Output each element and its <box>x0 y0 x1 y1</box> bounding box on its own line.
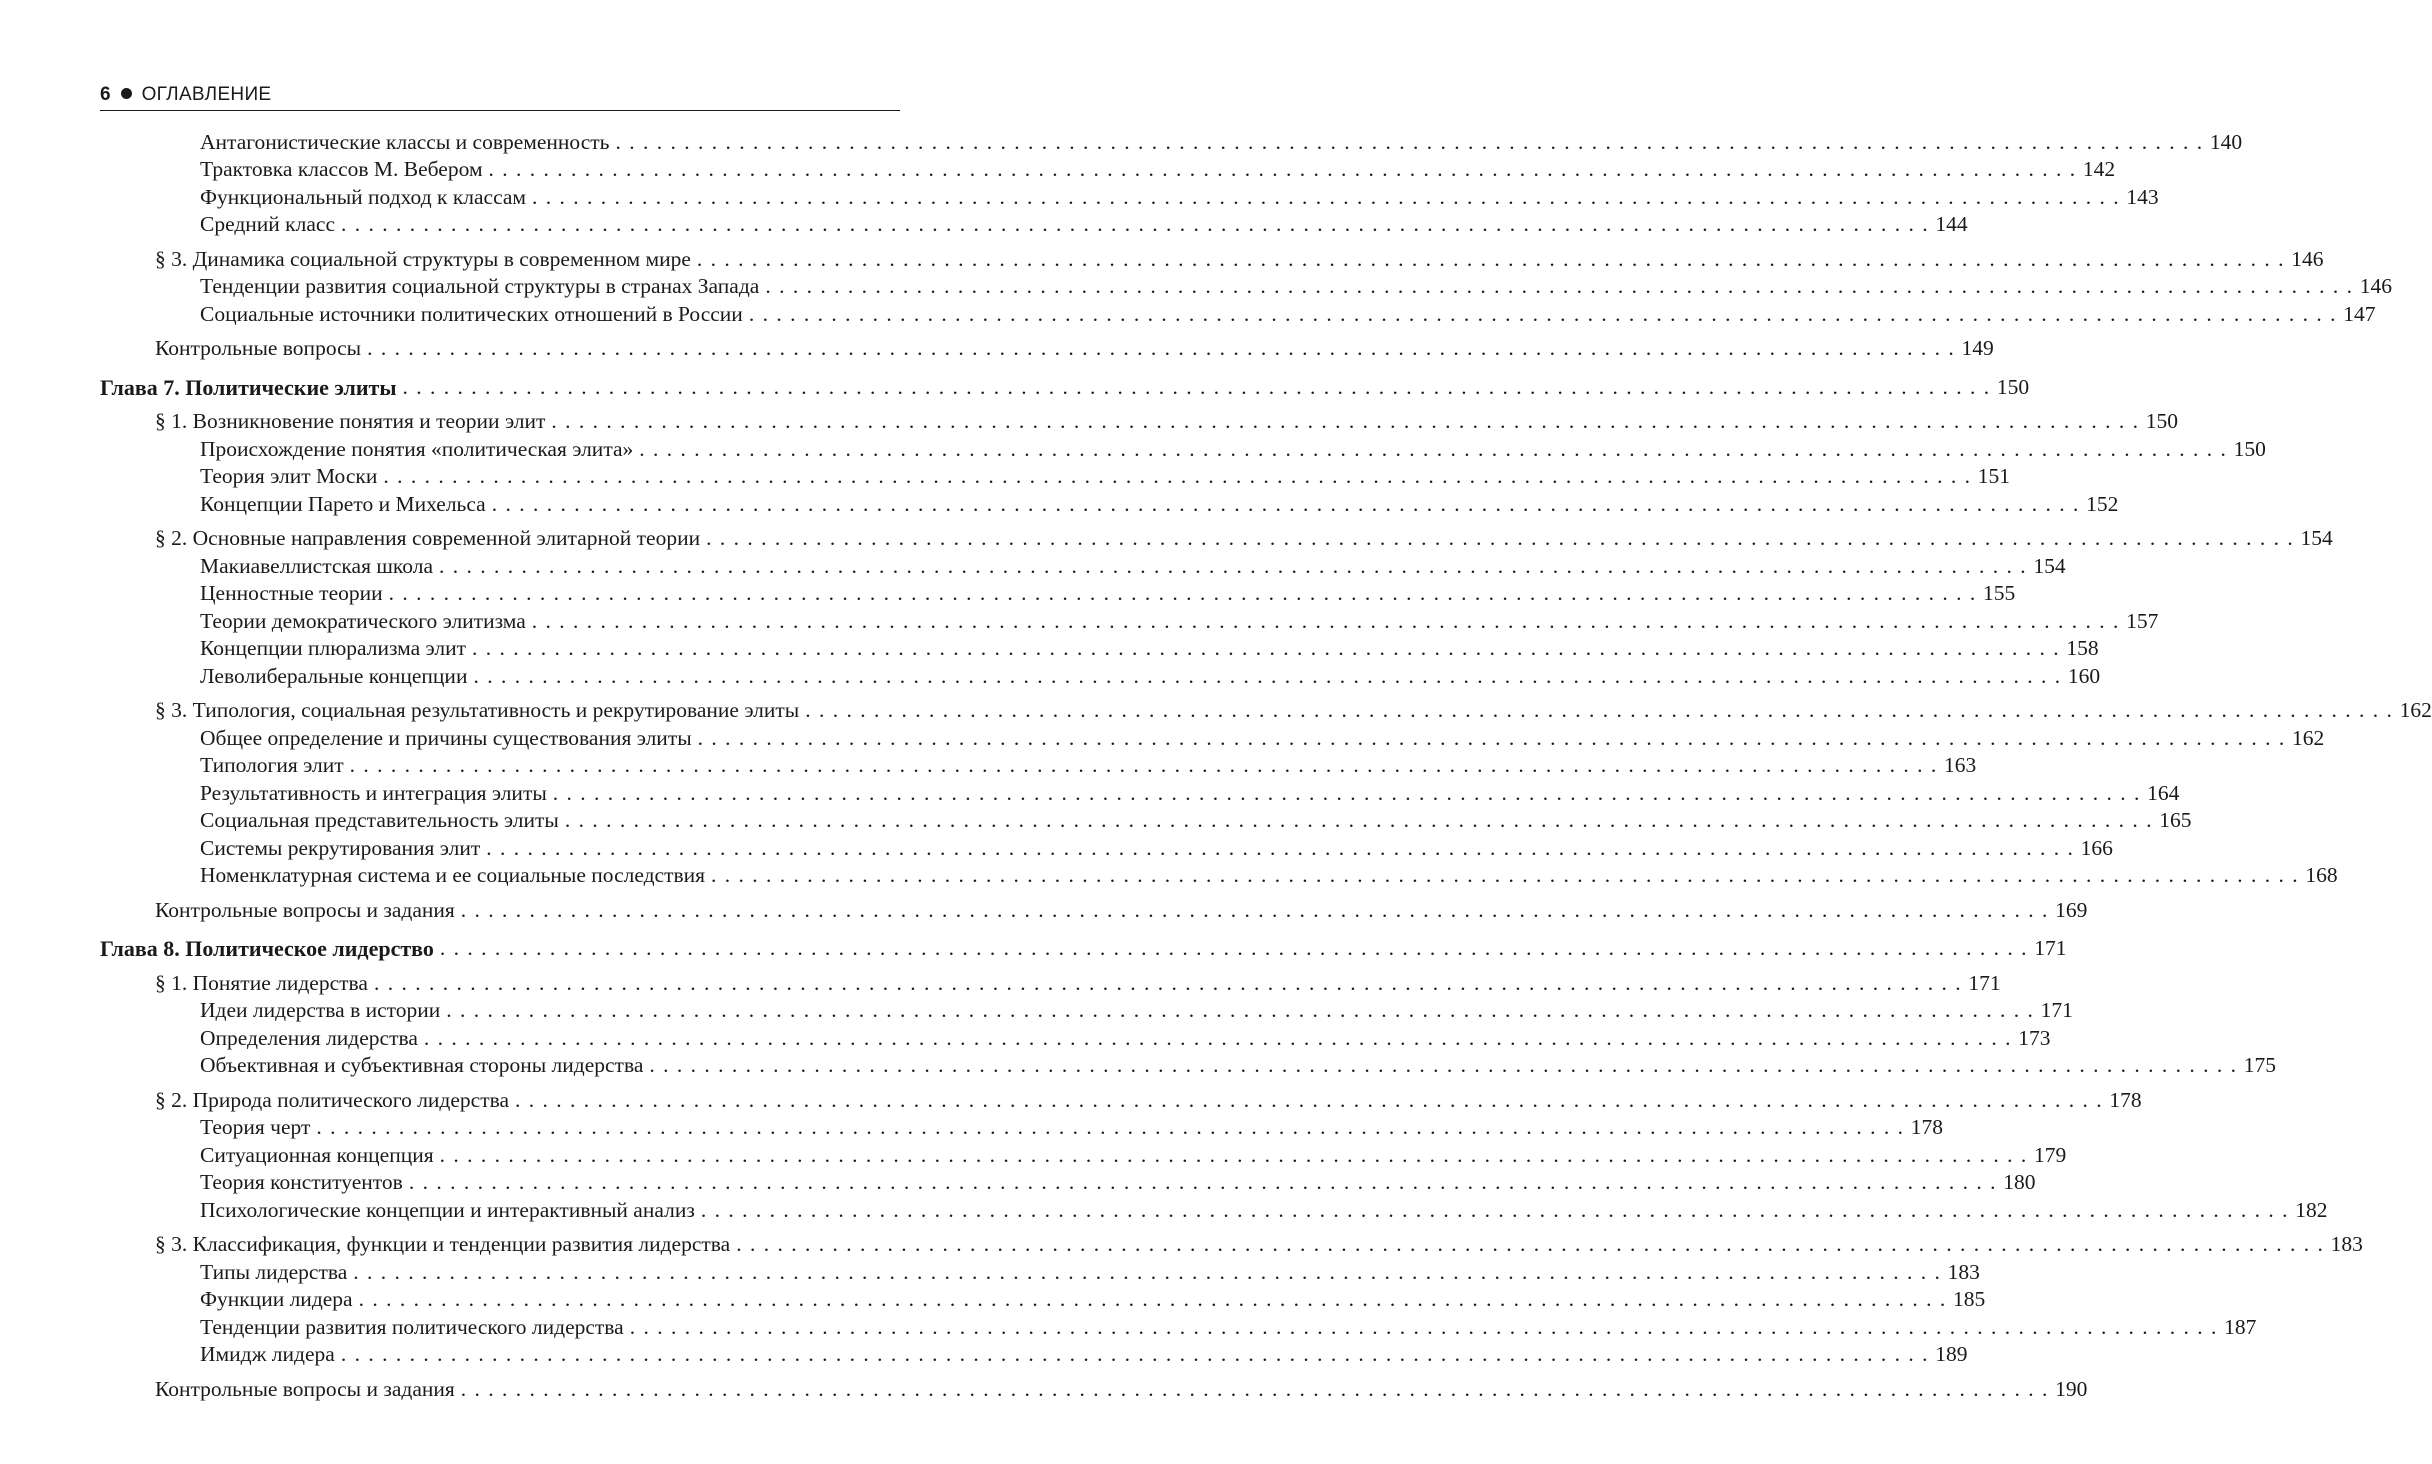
bullet-icon <box>121 88 132 99</box>
toc-subsection[interactable] <box>100 1169 2036 1197</box>
toc-page-number: 178 <box>1910 1115 1943 1139</box>
toc-entry-title: Определения лидерства <box>200 1025 418 1050</box>
dot-leader <box>403 374 1990 401</box>
toc-entry-title: Результативность и интеграция элиты <box>200 780 547 805</box>
toc-page-number: 155 <box>1983 581 2016 605</box>
toc-subsection[interactable] <box>100 724 2325 752</box>
toc-entry-title: Трактовка классов М. Вебером <box>200 157 483 181</box>
toc-entry-title: Функции лидера <box>200 1287 353 1311</box>
toc-subsection[interactable] <box>100 552 2066 580</box>
toc-entry-title: Объективная и субъективная стороны лидерства <box>200 1053 644 1077</box>
toc-subsection[interactable] <box>100 1196 2328 1224</box>
toc-entry-title: Глава 8. Политическое лидерство <box>100 936 434 961</box>
toc-entry-title: § 3. Динамика социальной структуры в современном мире <box>155 246 691 271</box>
dot-leader <box>440 935 2027 962</box>
toc-page-number: 166 <box>2080 835 2113 860</box>
toc-subsection[interactable] <box>100 1114 1943 1142</box>
dot-leader <box>749 301 2336 328</box>
toc-page-number: 183 <box>1947 1259 1980 1284</box>
toc-page-number: 150 <box>2145 409 2179 433</box>
toc-chapter[interactable] <box>100 935 2067 963</box>
toc-page-number: 151 <box>1977 464 2010 488</box>
toc-page-number: 162 <box>2399 698 2432 722</box>
toc-subsection[interactable] <box>100 807 2192 835</box>
dot-leader <box>341 211 1928 238</box>
toc-entry-title: § 2. Основные направления современной элитарной теории <box>155 526 701 550</box>
table-of-contents <box>100 128 2432 1403</box>
toc-section[interactable] <box>100 896 2088 924</box>
section-title: ОГЛАВЛЕНИЕ <box>141 84 272 105</box>
dot-leader <box>736 1231 2323 1258</box>
dot-leader <box>374 970 1961 997</box>
toc-subsection[interactable] <box>100 580 2016 608</box>
toc-subsection[interactable] <box>100 1258 1980 1286</box>
toc-entry-title: Функциональный подход к классам <box>200 184 527 209</box>
toc-page-number: 142 <box>2082 157 2116 181</box>
toc-entry-title: Типология элит <box>200 753 344 777</box>
toc-entry-title: Макиавеллистская школа <box>200 553 434 578</box>
toc-subsection[interactable] <box>100 1341 1968 1369</box>
dot-leader <box>698 725 2285 752</box>
toc-subsection[interactable] <box>100 1141 2067 1169</box>
dot-leader <box>383 463 1970 490</box>
toc-page-number: 183 <box>2330 1232 2363 1256</box>
toc-subsection[interactable] <box>100 156 2116 184</box>
toc-subsection[interactable] <box>100 273 2392 301</box>
toc-entry-title: Социальная представительность элиты <box>200 808 559 832</box>
dot-leader <box>409 1169 1996 1196</box>
toc-entry-title: Системы рекрутирования элит <box>200 835 481 860</box>
toc-page-number: 163 <box>1944 753 1977 777</box>
running-header <box>100 82 900 111</box>
toc-subsection[interactable] <box>100 752 1977 780</box>
toc-entry-title: Концепции Парето и Михельса <box>200 491 486 516</box>
toc-entry-title: Концепции плюрализма элит <box>200 636 467 660</box>
toc-page-number: 171 <box>2034 936 2067 960</box>
toc-page-number: 149 <box>1961 336 1994 360</box>
toc-entry-title: § 3. Типология, социальная результативность и рекрутирование элиты <box>155 698 800 722</box>
toc-page-number: 189 <box>1935 1342 1968 1366</box>
toc-subsection[interactable] <box>100 834 2113 862</box>
dot-leader <box>353 1259 1940 1286</box>
toc-entry-title: Тенденции развития политического лидерства <box>200 1314 624 1339</box>
toc-section[interactable] <box>100 245 2324 273</box>
toc-page-number: 171 <box>1968 970 2001 995</box>
dot-leader <box>639 436 2226 463</box>
toc-page-number: 162 <box>2292 725 2325 750</box>
toc-page-number: 140 <box>2209 129 2243 154</box>
dot-leader <box>446 997 2033 1024</box>
toc-subsection[interactable] <box>100 1052 2276 1080</box>
dot-leader <box>486 835 2073 862</box>
toc-subsection[interactable] <box>100 435 2266 463</box>
toc-entry-title: Общее определение и причины существования элиты <box>200 725 692 750</box>
dot-leader <box>765 273 2352 300</box>
toc-entry-title: Теория черт <box>200 1115 311 1139</box>
toc-section[interactable] <box>100 525 2333 553</box>
dot-leader <box>389 580 1976 607</box>
toc-page-number: 152 <box>2086 491 2119 516</box>
toc-section[interactable] <box>100 335 1994 363</box>
page-number: 6 <box>100 84 111 105</box>
dot-leader <box>711 862 2298 889</box>
dot-leader <box>701 1197 2288 1224</box>
toc-chapter[interactable] <box>100 373 2030 401</box>
toc-page-number: 168 <box>2305 863 2338 887</box>
toc-entry-title: Теория конституентов <box>200 1170 403 1194</box>
toc-entry-title: Антагонистические классы и современность <box>200 129 610 154</box>
toc-entry-title: Тенденции развития социальной структуры в странах Запада <box>200 274 760 298</box>
dot-leader <box>341 1341 1928 1368</box>
toc-entry-title: Теории демократического элитизма <box>200 608 526 633</box>
dot-leader <box>424 1025 2011 1052</box>
toc-page-number: 175 <box>2243 1053 2276 1077</box>
toc-subsection[interactable] <box>100 211 1968 239</box>
dot-leader <box>359 1286 1946 1313</box>
toc-entry-title: Идеи лидерства в истории <box>200 998 441 1022</box>
toc-page-number: 144 <box>1935 212 1968 236</box>
toc-entry-title: Контрольные вопросы и задания <box>155 1376 455 1401</box>
dot-leader <box>532 184 2119 211</box>
toc-page-number: 171 <box>2040 998 2073 1022</box>
toc-page-number: 165 <box>2159 808 2192 832</box>
toc-page-number: 150 <box>1996 374 2030 399</box>
toc-entry-title: Имидж лидера <box>200 1342 335 1366</box>
toc-subsection[interactable] <box>100 1024 2051 1052</box>
toc-section[interactable] <box>100 1086 2142 1114</box>
dot-leader <box>805 697 2392 724</box>
dot-leader <box>473 663 2060 690</box>
dot-leader <box>551 408 2138 435</box>
toc-subsection[interactable] <box>100 300 2376 328</box>
toc-entry-title: Ситуационная концепция <box>200 1142 434 1167</box>
dot-leader <box>630 1314 2217 1341</box>
toc-entry-title: Глава 7. Политические элиты <box>100 374 397 400</box>
dot-leader <box>350 752 1937 779</box>
toc-page-number: 154 <box>2033 553 2066 578</box>
toc-subsection[interactable] <box>100 635 2099 663</box>
toc-page-number: 157 <box>2126 608 2159 633</box>
toc-subsection[interactable] <box>100 607 2159 635</box>
toc-page-number: 158 <box>2066 636 2099 660</box>
toc-page-number: 150 <box>2233 436 2266 461</box>
dot-leader <box>615 129 2202 156</box>
toc-subsection[interactable] <box>100 1286 1986 1314</box>
toc-section[interactable] <box>100 1375 2088 1403</box>
dot-leader <box>532 608 2119 635</box>
dot-leader <box>489 156 2076 183</box>
toc-entry-title: Теория элит Моски <box>200 464 378 488</box>
toc-page-number: 147 <box>2343 301 2376 326</box>
dot-leader <box>461 1376 2048 1403</box>
dot-leader <box>649 1052 2236 1079</box>
dot-leader <box>706 525 2293 552</box>
toc-page-number: 180 <box>2003 1170 2036 1194</box>
toc-page-number: 160 <box>2067 663 2101 688</box>
toc-entry-title: § 2. Природа политического лидерства <box>155 1087 510 1112</box>
toc-entry-title: § 3. Классификация, функции и тенденции развития лидерства <box>155 1232 731 1256</box>
dot-leader <box>461 897 2048 924</box>
toc-section[interactable] <box>100 697 2432 725</box>
toc-page-number: 173 <box>2018 1025 2051 1050</box>
toc-subsection[interactable] <box>100 490 2119 518</box>
dot-leader <box>553 780 2140 807</box>
toc-section[interactable] <box>100 969 2001 997</box>
toc-page-number: 179 <box>2034 1142 2067 1167</box>
toc-subsection[interactable] <box>100 997 2073 1025</box>
dot-leader <box>697 246 2284 273</box>
dot-leader <box>440 1142 2027 1169</box>
toc-page-number: 154 <box>2300 526 2333 550</box>
toc-page-number: 178 <box>2109 1087 2142 1112</box>
toc-entry-title: Контрольные вопросы и задания <box>155 897 455 922</box>
toc-page-number: 169 <box>2055 897 2088 922</box>
toc-entry-title: Контрольные вопросы <box>155 336 362 360</box>
toc-section[interactable] <box>100 1231 2363 1259</box>
toc-page-number: 143 <box>2126 184 2159 209</box>
toc-entry-title: Средний класс <box>200 212 335 236</box>
dot-leader <box>515 1087 2102 1114</box>
toc-entry-title: § 1. Возникновение понятия и теории элит <box>155 409 546 433</box>
toc-page-number: 187 <box>2224 1314 2257 1339</box>
toc-entry-title: § 1. Понятие лидерства <box>155 970 368 995</box>
toc-entry-title: Леволиберальные концепции <box>200 663 468 688</box>
toc-section[interactable] <box>100 408 2179 436</box>
dot-leader <box>316 1114 1903 1141</box>
toc-entry-title: Психологические концепции и интерактивный анализ <box>200 1197 695 1222</box>
toc-page-number: 146 <box>2359 274 2392 298</box>
toc-subsection[interactable] <box>100 779 2180 807</box>
toc-entry-title: Ценностные теории <box>200 581 383 605</box>
toc-subsection[interactable] <box>100 862 2338 890</box>
dot-leader <box>492 491 2079 518</box>
toc-subsection[interactable] <box>100 662 2101 690</box>
toc-subsection[interactable] <box>100 1313 2257 1341</box>
dot-leader <box>439 553 2026 580</box>
toc-page-number: 164 <box>2147 780 2180 805</box>
toc-subsection[interactable] <box>100 183 2159 211</box>
dot-leader <box>472 635 2059 662</box>
dot-leader <box>367 335 1954 362</box>
toc-subsection[interactable] <box>100 128 2243 156</box>
toc-entry-title: Происхождение понятия «политическая элита» <box>200 436 634 461</box>
toc-entry-title: Типы лидерства <box>200 1259 348 1284</box>
toc-page-number: 190 <box>2055 1376 2088 1401</box>
toc-entry-title: Социальные источники политических отношений в России <box>200 301 743 326</box>
toc-subsection[interactable] <box>100 463 2010 491</box>
toc-page-number: 146 <box>2291 246 2324 271</box>
toc-entry-title: Номенклатурная система и ее социальные последствия <box>200 863 706 887</box>
toc-page-number: 182 <box>2295 1197 2328 1222</box>
dot-leader <box>565 807 2152 834</box>
toc-page-number: 185 <box>1952 1287 1986 1311</box>
